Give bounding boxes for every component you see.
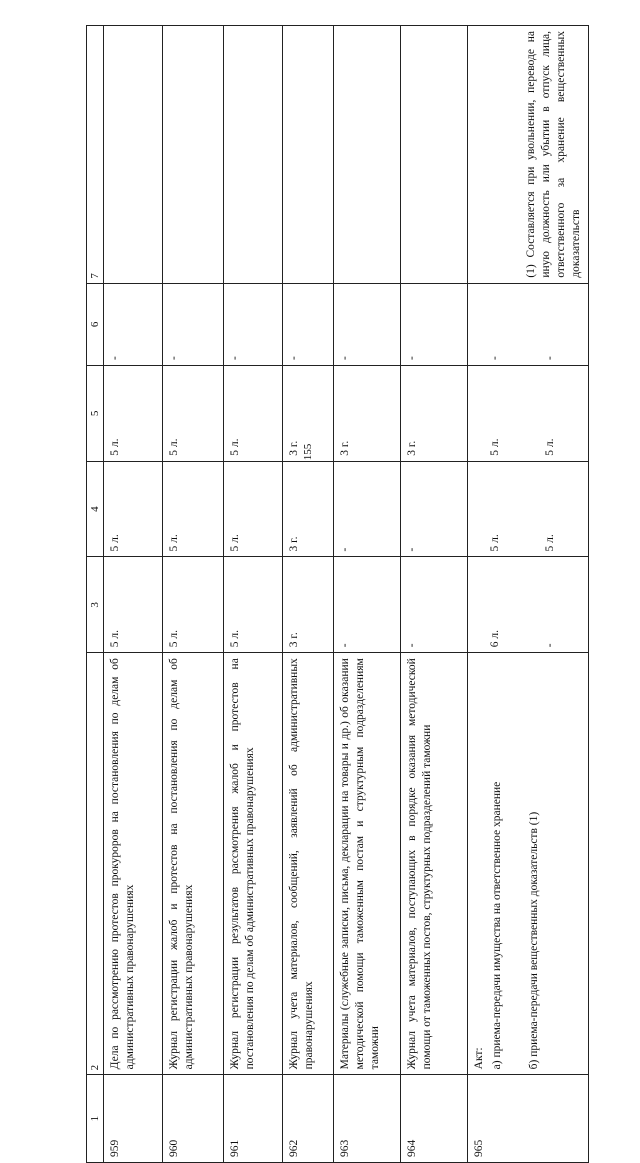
header-cell: 5 (87, 365, 104, 461)
row-value: 3 г. (401, 365, 468, 461)
row-number: 960 (163, 1075, 224, 1163)
records-table (86, 25, 589, 1163)
sub-item-a-value: 6 л. (489, 629, 502, 648)
row-value: 5 л. (163, 461, 224, 557)
row-value: - (334, 283, 401, 365)
sub-item-a-title: а) приема-передачи имущества на ответственное хранение (491, 781, 504, 1070)
row-value: 5 л. (104, 461, 163, 557)
sub-item-a-value: 5 л. (489, 438, 502, 456)
row-value: 5 л. (163, 365, 224, 461)
table-row (401, 26, 468, 1163)
row-note-group (468, 26, 589, 284)
row-number: 963 (334, 1075, 401, 1163)
sub-item-b-value: - (544, 356, 557, 360)
header-row (87, 26, 104, 1163)
header-cell: 2 (87, 653, 104, 1075)
row-note (163, 26, 224, 284)
row-value: - (104, 283, 163, 365)
row-value: 5 л. (163, 557, 224, 653)
row-note (401, 26, 468, 284)
sub-item-a-value: - (489, 356, 502, 360)
row-note (224, 26, 283, 284)
row-group-label: Акт: (473, 1047, 486, 1070)
header-cell: 1 (87, 1075, 104, 1163)
table-row (468, 26, 589, 1163)
row-value: - (401, 461, 468, 557)
table-row (104, 26, 163, 1163)
sub-item-b-title: б) приема-передачи вещественных доказательств (1) (528, 811, 541, 1070)
row-value-group (468, 461, 589, 557)
row-value-group (468, 557, 589, 653)
row-value: 5 л. (224, 461, 283, 557)
row-value: - (163, 283, 224, 365)
row-value: 3 г. (283, 461, 334, 557)
row-value: 5 л. (224, 557, 283, 653)
row-number: 964 (401, 1075, 468, 1163)
sub-item-a-value: 5 л. (489, 534, 502, 552)
row-note (104, 26, 163, 284)
row-note (334, 26, 401, 284)
row-title: Материалы (служебные записки, письма, декларации на товары и др.) об оказании методической помощи таможенным постам и структурным подразделениям таможни (334, 653, 401, 1075)
footnote-text: (1) Составляется при увольнении, переводе на иную должность или убытии в отпуск лица, ответственного за хранение вещественных доказательств (525, 31, 583, 278)
row-title: Журнал регистрации результатов рассмотрения жалоб и протестов на постановления по делам об административных правонарушениях (224, 653, 283, 1075)
header-cell: 6 (87, 283, 104, 365)
row-number: 962 (283, 1075, 334, 1163)
sub-item-b-value: - (544, 643, 557, 648)
row-value: - (334, 557, 401, 653)
header-cell: 4 (87, 461, 104, 557)
row-number: 959 (104, 1075, 163, 1163)
header-cell: 7 (87, 26, 104, 284)
rotated-page (86, 25, 583, 1163)
row-value: 5 л. (224, 365, 283, 461)
row-title-group (468, 653, 589, 1075)
row-number: 965 (468, 1075, 589, 1163)
row-number: 961 (224, 1075, 283, 1163)
row-value: 5 л. (104, 557, 163, 653)
row-value: 3 г. (283, 557, 334, 653)
row-value: - (334, 461, 401, 557)
row-value: - (224, 283, 283, 365)
page-number: 155 (302, 443, 314, 461)
row-value-group (468, 283, 589, 365)
row-value: - (401, 557, 468, 653)
row-value-group (468, 365, 589, 461)
sub-item-b-value: 5 л. (544, 438, 557, 456)
row-title: Дела по рассмотрению протестов прокуроров на постановления по делам об административных правонарушениях (104, 653, 163, 1075)
row-note (283, 26, 334, 284)
row-value: - (401, 283, 468, 365)
table-row (283, 26, 334, 1163)
row-title: Журнал регистрации жалоб и протестов на постановления по делам об административных правонарушениях (163, 653, 224, 1075)
table-row (163, 26, 224, 1163)
table-row (334, 26, 401, 1163)
row-title: Журнал учета материалов, сообщений, заявлений об административных правонарушениях (283, 653, 334, 1075)
header-cell: 3 (87, 557, 104, 653)
row-value: - (283, 283, 334, 365)
row-value: 3 г. (283, 365, 334, 461)
row-value: 3 г. (334, 365, 401, 461)
table-row (224, 26, 283, 1163)
row-value: 5 л. (104, 365, 163, 461)
sub-item-b-value: 5 л. (544, 534, 557, 552)
row-title: Журнал учета материалов, поступающих в порядке оказания методической помощи от таможенных постов, структурных подразделений таможни (401, 653, 468, 1075)
